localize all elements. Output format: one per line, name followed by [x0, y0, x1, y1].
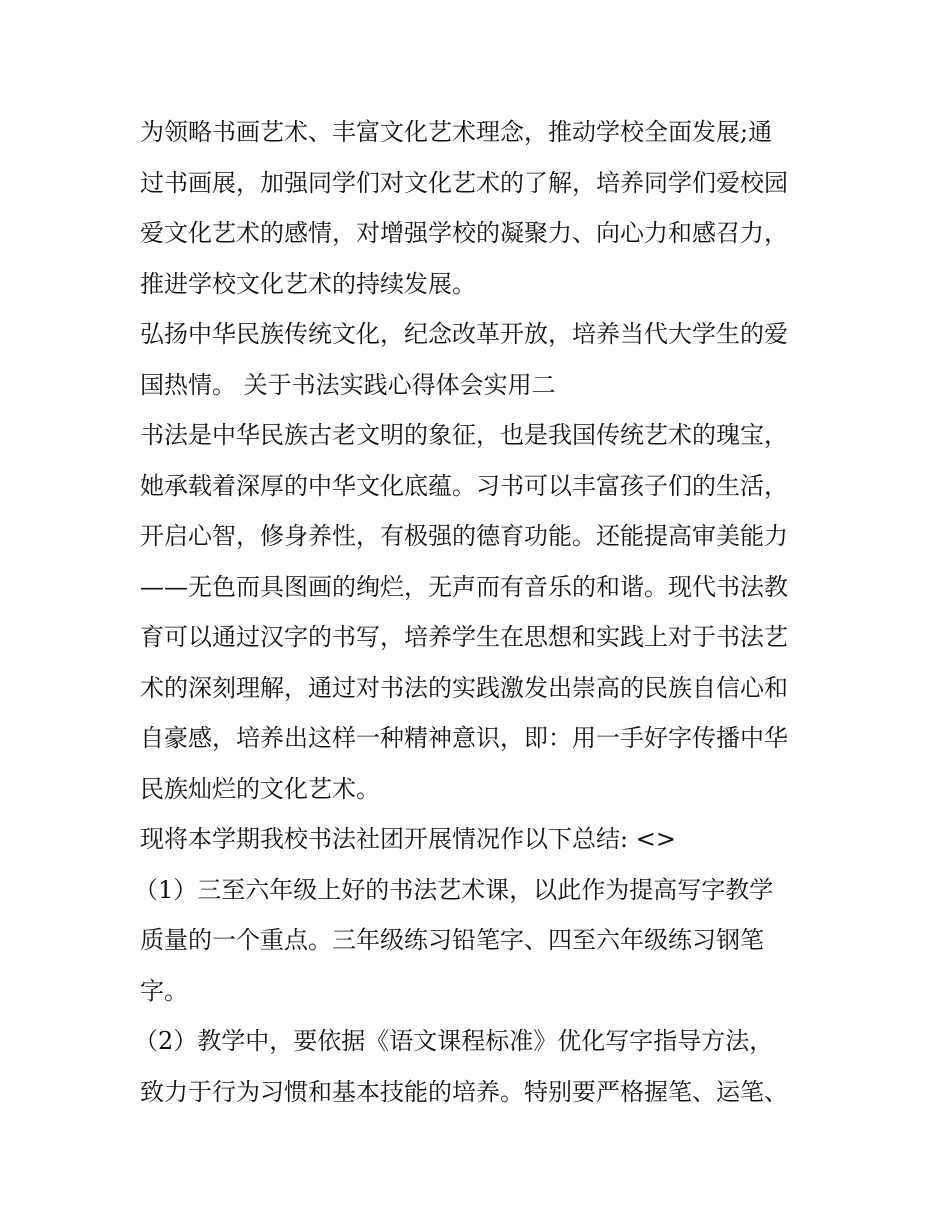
paragraph-item-1	[134, 865, 820, 1017]
text-line: 过书画展，加强同学们对文化艺术的了解，培养同学们爱校园	[140, 168, 788, 197]
text-line: 现将本学期我校书法社团开展情况作以下总结: <>	[140, 825, 676, 853]
text-line: （1）三至六年级上好的书法艺术课，以此作为提高写字教学	[134, 875, 774, 904]
text-line: 爱文化艺术的感情，对增强学校的凝聚力、向心力和感召力，	[140, 219, 788, 247]
paragraph-item-2	[134, 1016, 820, 1117]
text-line: 育可以通过汉字的书写，培养学生在思想和实践上对于书法艺	[140, 623, 788, 651]
text-line: 民族灿烂的文化艺术。	[140, 774, 380, 803]
text-line: 为领略书画艺术、丰富文化艺术理念，推动学校全面发展;通	[140, 118, 773, 146]
text-line: 自豪感，培养出这样一种精神意识，即：用一手好字传播中华	[140, 724, 788, 752]
document-page	[134, 107, 820, 1117]
text-line: 她承载着深厚的中华文化底蕴。习书可以丰富孩子们的生活，	[140, 471, 788, 500]
text-line: ——无色而具图画的绚烂，无声而有音乐的和谐。现代书法教	[140, 572, 788, 601]
text-line: 术的深刻理解，通过对书法的实践激发出崇高的民族自信心和	[140, 673, 788, 702]
paragraph-school-art-goals	[140, 107, 820, 309]
paragraph-calligraphy-intro	[140, 410, 820, 814]
text-line: 字。	[140, 976, 188, 1005]
text-line: 致力于行为习惯和基本技能的培养。特别要严格握笔、运笔、	[140, 1077, 788, 1106]
paragraph-promote-culture	[140, 309, 820, 410]
text-line: 弘扬中华民族传统文化，纪念改革开放，培养当代大学生的爱	[140, 320, 788, 348]
paragraph-summary-intro	[140, 814, 820, 865]
text-line: 推进学校文化艺术的持续发展。	[140, 269, 476, 298]
text-line: （2）教学中，要依据《语文课程标准》优化写字指导方法，	[134, 1027, 774, 1055]
text-line: 国热情。 关于书法实践心得体会实用二	[140, 370, 556, 399]
text-line: 开启心智，修身养性，有极强的德育功能。还能提高审美能力	[140, 522, 788, 550]
text-line: 书法是中华民族古老文明的象征，也是我国传统艺术的瑰宝，	[140, 421, 788, 449]
text-line: 质量的一个重点。三年级练习铅笔字、四至六年级练习钢笔	[140, 926, 764, 954]
